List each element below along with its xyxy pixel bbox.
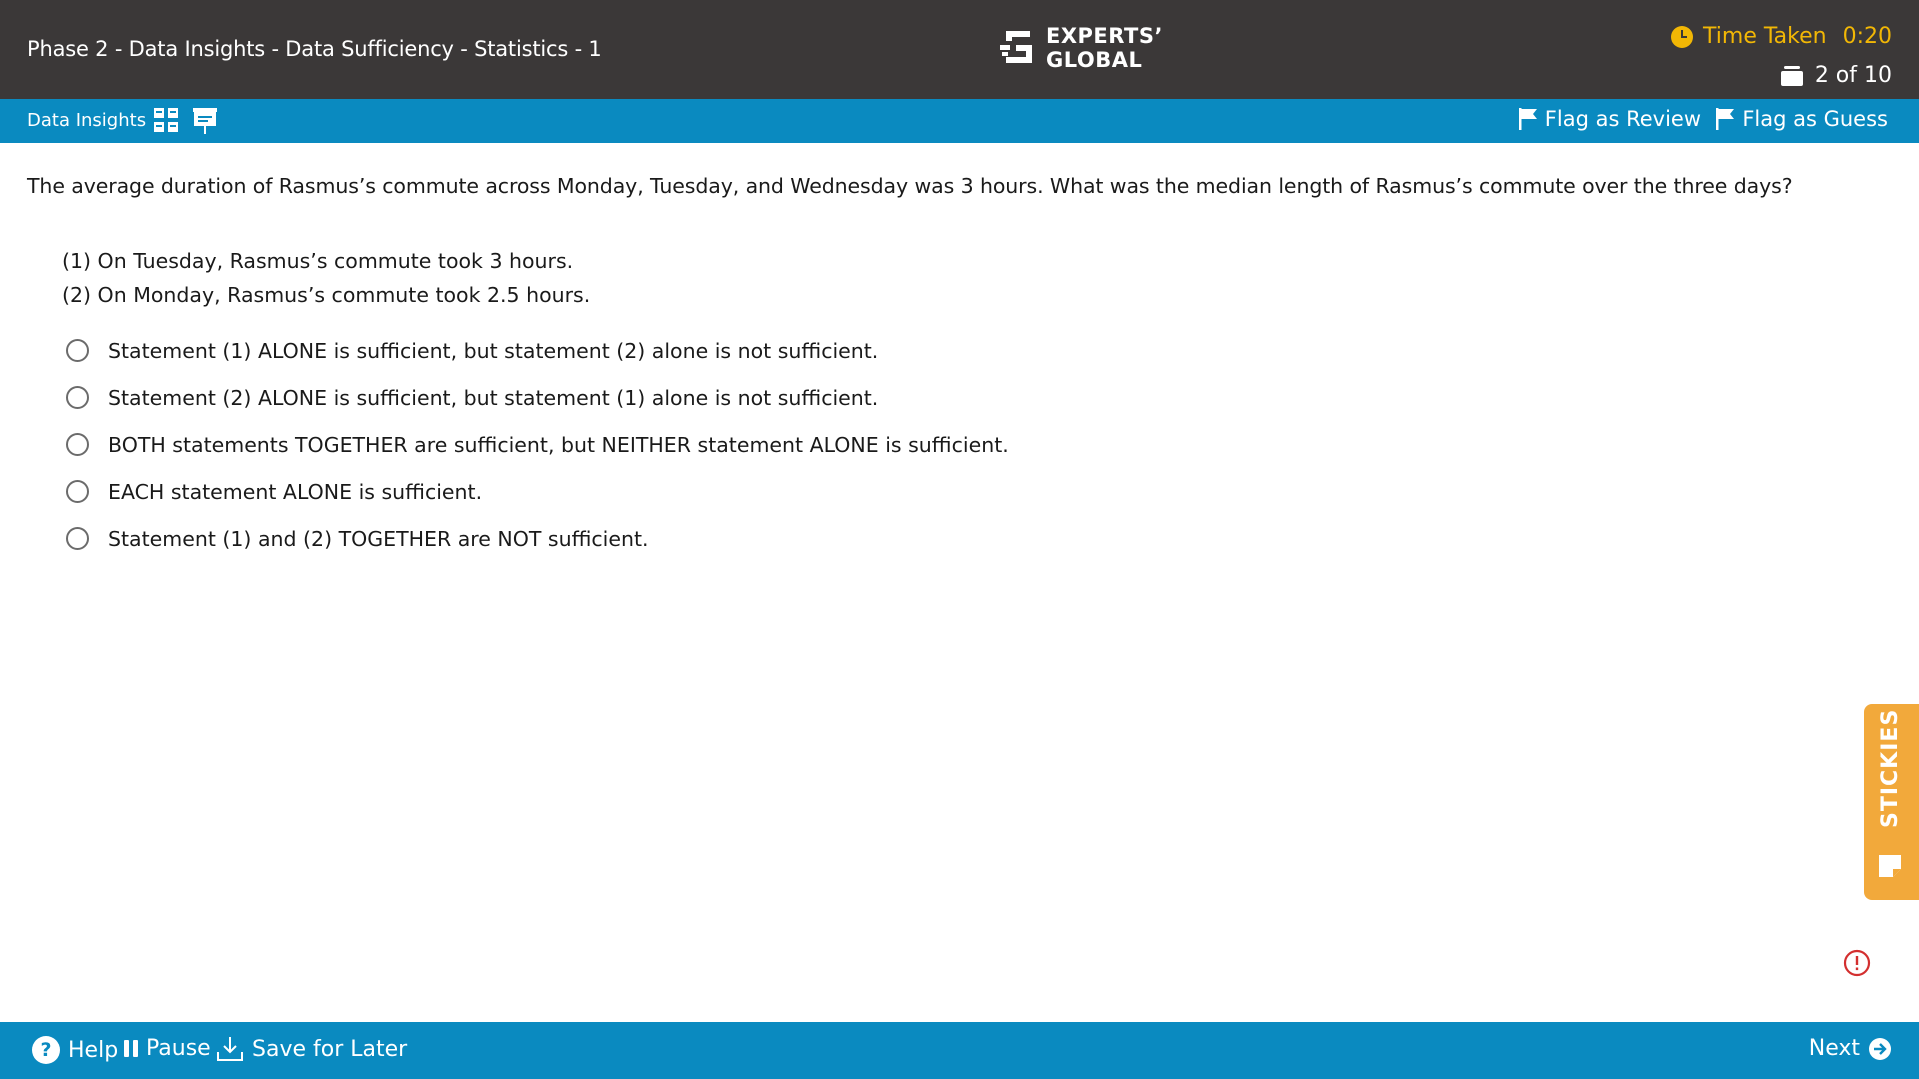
question-stem: The average duration of Rasmus’s commute across Monday, Tuesday, and Wednesday was 3 hours. What was the median length of Rasmus’s commute over the three days? xyxy=(27,174,1793,198)
radio-button[interactable] xyxy=(66,480,89,503)
sticky-note-icon xyxy=(1876,852,1904,880)
arrow-right-circle-icon xyxy=(1868,1037,1892,1061)
answer-option[interactable] xyxy=(66,421,1009,468)
grid-icon[interactable] xyxy=(154,108,178,132)
timer-label: Time Taken xyxy=(1703,24,1827,49)
option-label[interactable]: EACH statement ALONE is sufficient. xyxy=(108,479,483,504)
flag-review-label: Flag as Review xyxy=(1544,107,1701,131)
help-icon: ? xyxy=(32,1036,60,1064)
download-icon xyxy=(216,1036,244,1062)
option-label[interactable]: Statement (1) and (2) TOGETHER are NOT sufficient. xyxy=(108,526,649,551)
logo-text-line1: EXPERTS’ xyxy=(1046,24,1163,48)
flag-icon xyxy=(1716,108,1734,130)
clock-icon xyxy=(1671,26,1693,48)
answer-option[interactable] xyxy=(66,374,1009,421)
save-label: Save for Later xyxy=(252,1036,408,1062)
pause-label: Pause xyxy=(146,1036,211,1061)
bottom-toolbar xyxy=(0,1022,1919,1079)
logo-mark-icon xyxy=(1000,25,1036,71)
error-circle-icon[interactable] xyxy=(1843,949,1871,977)
stack-icon xyxy=(1781,66,1803,86)
statements xyxy=(62,244,590,312)
stickies-label: STICKIES xyxy=(1878,708,1903,828)
save-for-later-button[interactable] xyxy=(216,1036,407,1062)
logo-text-line2: GLOBAL xyxy=(1046,48,1143,72)
question-progress xyxy=(1781,63,1892,88)
timer-value: 0:20 xyxy=(1842,24,1892,49)
radio-button[interactable] xyxy=(66,433,89,456)
flag-as-review-button[interactable] xyxy=(1519,107,1701,131)
pause-button[interactable] xyxy=(124,1036,211,1061)
answer-option[interactable] xyxy=(66,327,1009,374)
radio-button[interactable] xyxy=(66,386,89,409)
section-bar xyxy=(0,99,1919,143)
option-label[interactable]: BOTH statements TOGETHER are sufficient, but NEITHER statement ALONE is sufficient. xyxy=(108,432,1009,457)
section-label: Data Insights xyxy=(27,110,147,131)
pause-icon xyxy=(124,1040,138,1057)
flag-icon xyxy=(1519,108,1537,130)
option-label[interactable]: Statement (2) ALONE is sufficient, but statement (1) alone is not sufficient. xyxy=(108,385,879,410)
radio-button[interactable] xyxy=(66,527,89,550)
time-taken xyxy=(1671,24,1892,49)
stickies-tab[interactable] xyxy=(1864,704,1919,900)
next-button[interactable] xyxy=(1809,1036,1892,1061)
statement-2: (2) On Monday, Rasmus’s commute took 2.5 hours. xyxy=(62,283,591,307)
flag-as-guess-button[interactable] xyxy=(1716,107,1888,131)
whiteboard-icon[interactable] xyxy=(193,108,217,134)
radio-button[interactable] xyxy=(66,339,89,362)
top-header xyxy=(0,0,1919,99)
help-button[interactable] xyxy=(32,1036,118,1064)
statement-1: (1) On Tuesday, Rasmus’s commute took 3 hours. xyxy=(62,249,574,273)
next-label: Next xyxy=(1808,1036,1860,1061)
answer-option[interactable] xyxy=(66,515,1009,562)
progress-text: 2 of 10 xyxy=(1814,63,1892,88)
answer-options xyxy=(66,327,1009,562)
answer-option[interactable] xyxy=(66,468,1009,515)
option-label[interactable]: Statement (1) ALONE is sufficient, but statement (2) alone is not sufficient. xyxy=(108,338,879,363)
flag-guess-label: Flag as Guess xyxy=(1742,107,1888,131)
experts-global-logo xyxy=(1000,24,1163,72)
page-title: Phase 2 - Data Insights - Data Sufficiency - Statistics - 1 xyxy=(27,37,602,61)
help-label: Help xyxy=(68,1037,119,1063)
